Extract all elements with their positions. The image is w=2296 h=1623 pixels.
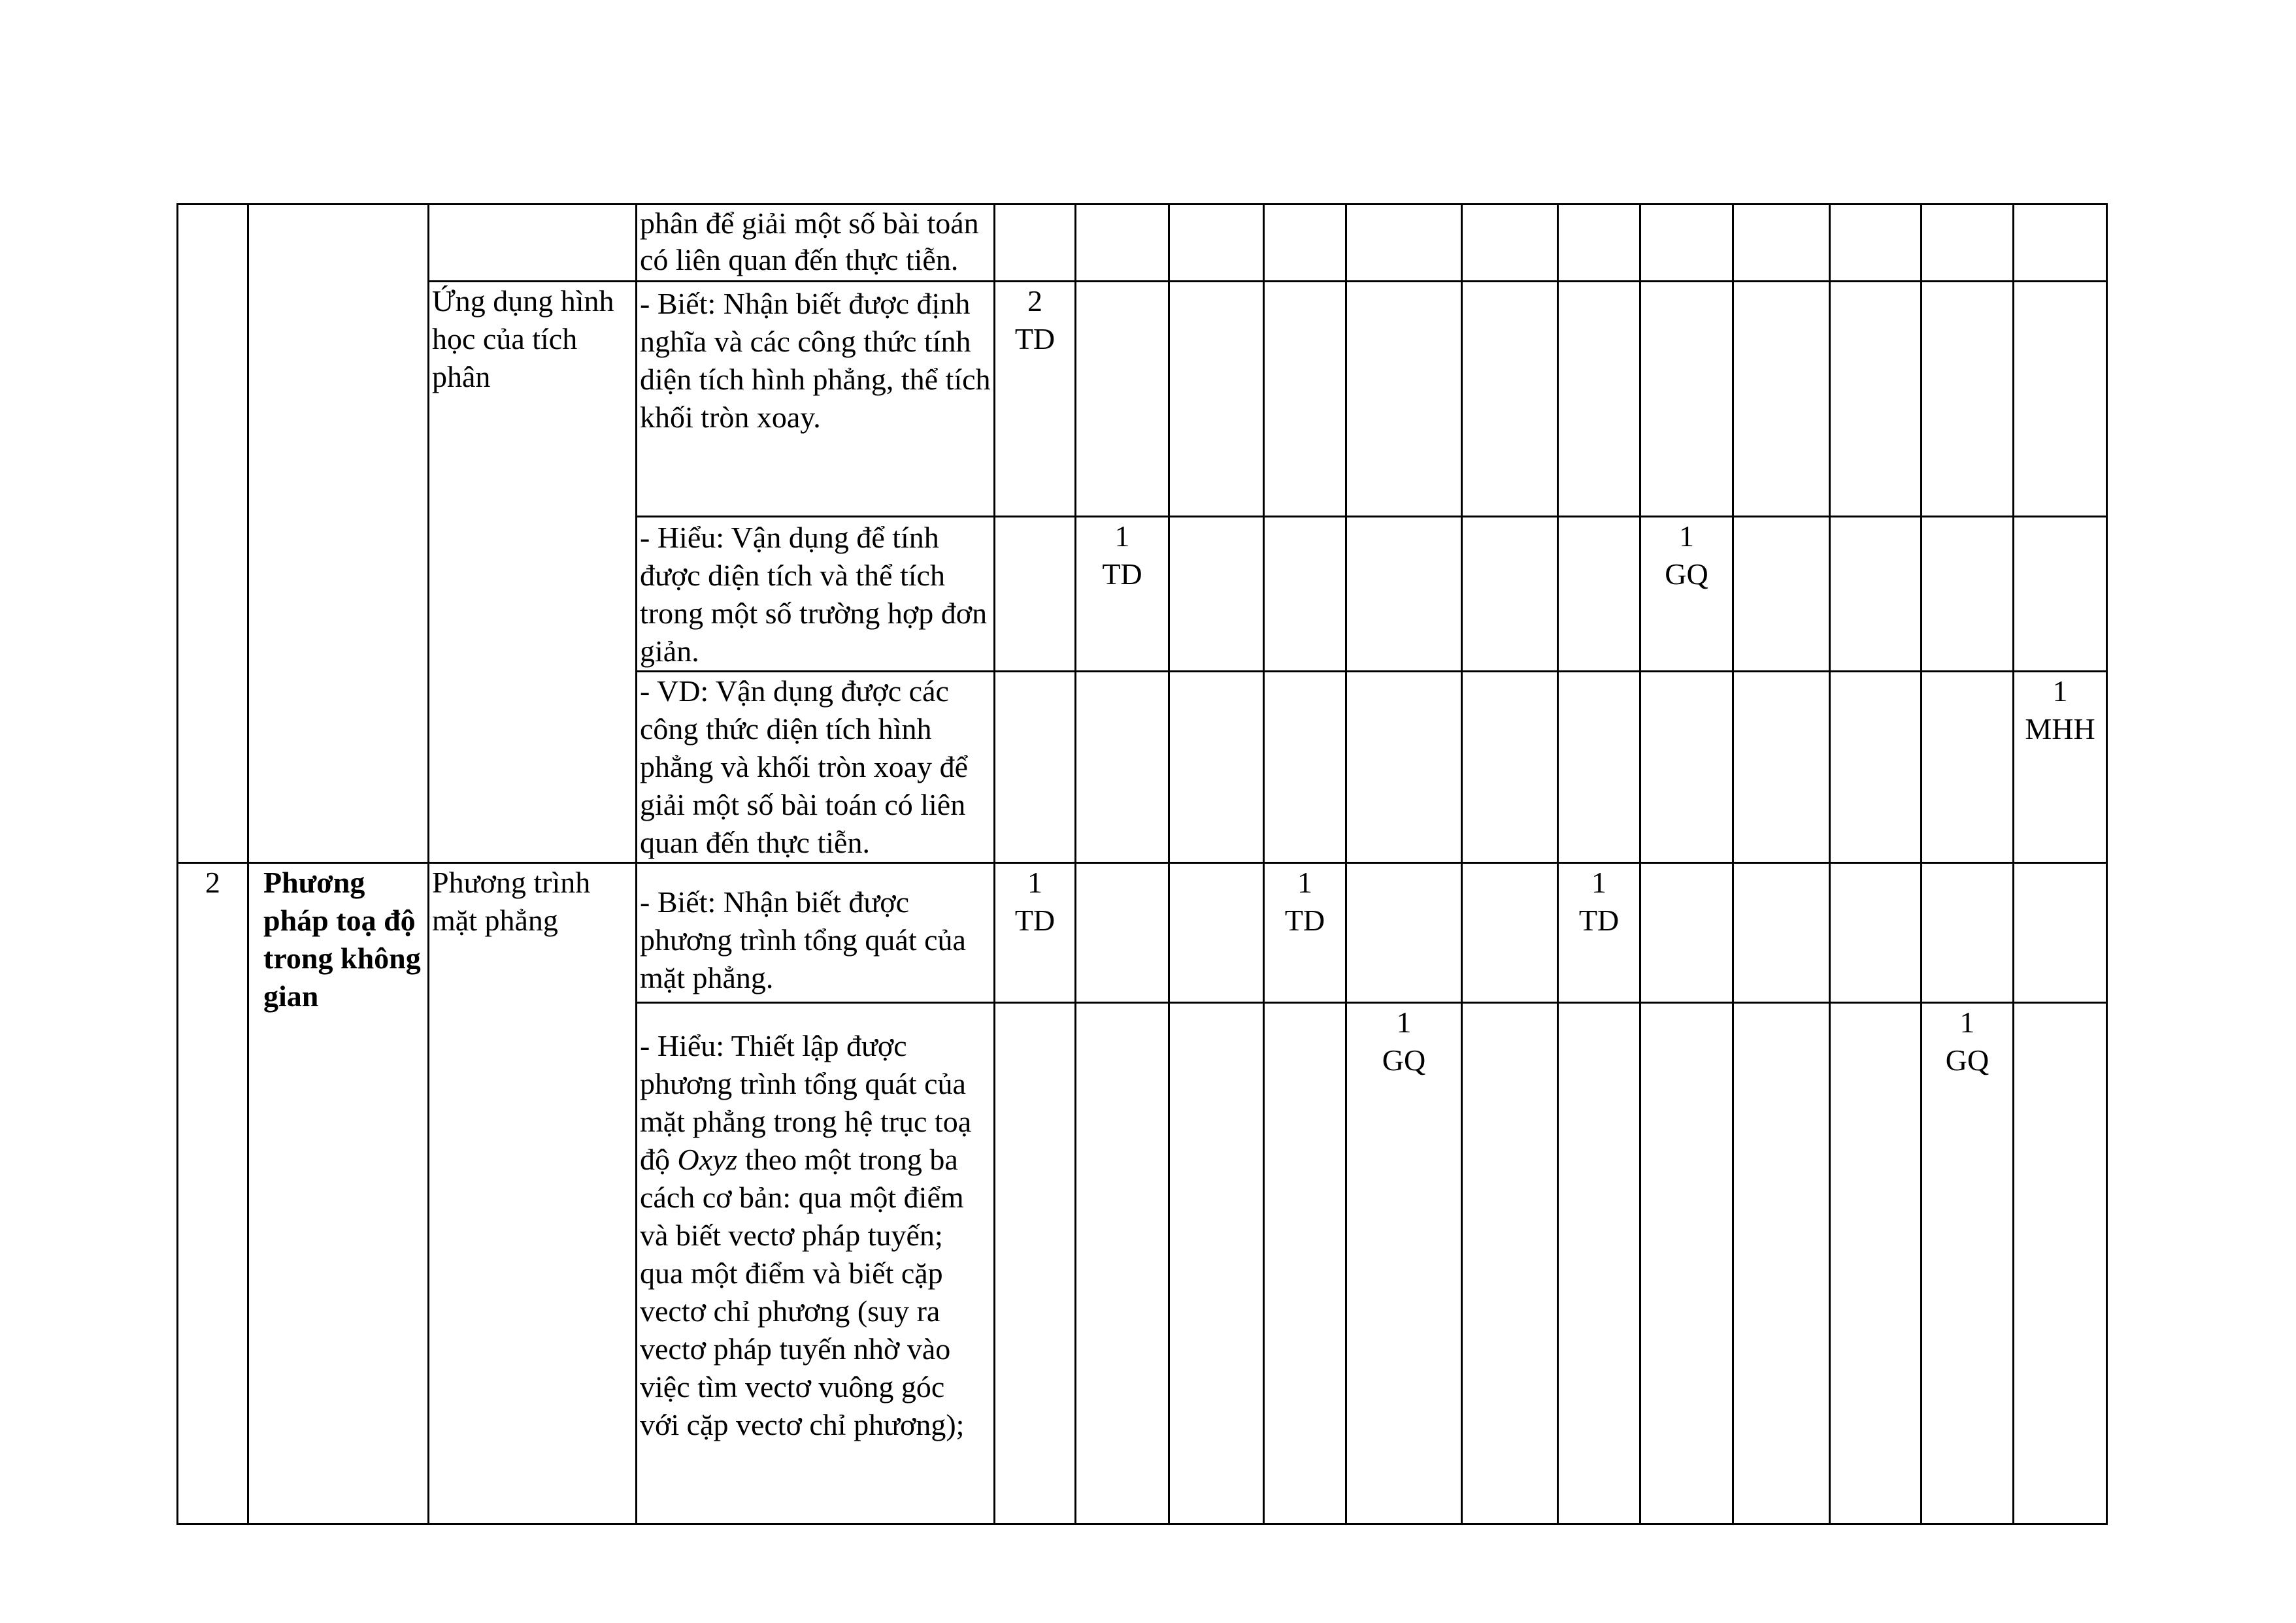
level-cell-7: 1 TD <box>1558 863 1640 1003</box>
requirement-cell: - Hiểu: Vận dụng để tính được diện tích và thể tích trong một số trường hợp đơn giản. <box>637 517 995 672</box>
level-cell-3 <box>1169 1003 1264 1524</box>
level-cell-9 <box>1733 672 1830 863</box>
level-cell-9 <box>1733 205 1830 282</box>
content-cell <box>429 205 637 282</box>
level-cell-4 <box>1264 517 1346 672</box>
level-cell-10 <box>1830 1003 1922 1524</box>
level-cell-4 <box>1264 672 1346 863</box>
level-cell-6 <box>1462 1003 1558 1524</box>
table-row <box>178 205 2107 282</box>
level-cell-11 <box>1922 672 2014 863</box>
level-cell-6 <box>1462 672 1558 863</box>
topic-number-cell <box>178 205 248 863</box>
table-row <box>178 282 2107 517</box>
level-cell-11 <box>1922 863 2014 1003</box>
level-cell-12 <box>2014 282 2107 517</box>
level-cell-10 <box>1830 282 1922 517</box>
level-cell-7 <box>1558 672 1640 863</box>
level-cell-1: 1 TD <box>995 863 1076 1003</box>
level-cell-5 <box>1346 517 1462 672</box>
level-cell-2 <box>1076 1003 1169 1524</box>
level-cell-8 <box>1640 863 1733 1003</box>
level-cell-3 <box>1169 517 1264 672</box>
level-cell-6 <box>1462 863 1558 1003</box>
level-cell-9 <box>1733 1003 1830 1524</box>
level-cell-5: 1 GQ <box>1346 1003 1462 1524</box>
level-cell-11 <box>1922 282 2014 517</box>
level-cell-4 <box>1264 282 1346 517</box>
level-cell-3 <box>1169 672 1264 863</box>
level-cell-8: 1 GQ <box>1640 517 1733 672</box>
level-cell-4: 1 TD <box>1264 863 1346 1003</box>
level-cell-8 <box>1640 205 1733 282</box>
requirement-cell: - Hiểu: Thiết lập được phương trình tổng quát của mặt phẳng trong hệ trục toạ độ Oxyz theo một trong ba cách cơ bản: qua một điểm và biết vectơ pháp tuyến; qua một điểm và biết cặp vectơ chỉ phương (suy ra vectơ pháp tuyến nhờ vào việc tìm vectơ vuông góc với cặp vectơ chỉ phương); <box>637 1003 995 1524</box>
level-cell-5 <box>1346 282 1462 517</box>
coordinate-system-label: Oxyz <box>677 1143 738 1176</box>
level-cell-3 <box>1169 282 1264 517</box>
level-cell-5 <box>1346 672 1462 863</box>
level-cell-9 <box>1733 863 1830 1003</box>
level-cell-2 <box>1076 672 1169 863</box>
level-cell-9 <box>1733 282 1830 517</box>
requirement-cell: - Biết: Nhận biết được phương trình tổng quát của mặt phẳng. <box>637 863 995 1003</box>
level-cell-1: 2 TD <box>995 282 1076 517</box>
level-cell-6 <box>1462 205 1558 282</box>
level-cell-10 <box>1830 672 1922 863</box>
level-cell-11: 1 GQ <box>1922 1003 2014 1524</box>
level-cell-6 <box>1462 517 1558 672</box>
requirement-cell: phân để giải một số bài toán có liên quan đến thực tiễn. <box>637 205 995 282</box>
level-cell-7 <box>1558 205 1640 282</box>
level-cell-12 <box>2014 1003 2107 1524</box>
assessment-matrix-table <box>176 203 2108 1525</box>
table-row <box>178 863 2107 1003</box>
level-cell-3 <box>1169 205 1264 282</box>
level-cell-2 <box>1076 282 1169 517</box>
level-cell-6 <box>1462 282 1558 517</box>
level-cell-12 <box>2014 863 2107 1003</box>
level-cell-7 <box>1558 1003 1640 1524</box>
level-cell-11 <box>1922 517 2014 672</box>
level-cell-8 <box>1640 672 1733 863</box>
level-cell-11 <box>1922 205 2014 282</box>
level-cell-1 <box>995 1003 1076 1524</box>
level-cell-7 <box>1558 282 1640 517</box>
level-cell-12: 1 MHH <box>2014 672 2107 863</box>
level-cell-10 <box>1830 863 1922 1003</box>
level-cell-9 <box>1733 517 1830 672</box>
level-cell-1 <box>995 205 1076 282</box>
level-cell-2 <box>1076 863 1169 1003</box>
topic-number-cell: 2 <box>178 863 248 1524</box>
content-cell: Phương trình mặt phẳng <box>429 863 637 1524</box>
level-cell-4 <box>1264 205 1346 282</box>
requirement-cell: - Biết: Nhận biết được định nghĩa và các công thức tính diện tích hình phẳng, thể tích khối tròn xoay. <box>637 282 995 517</box>
level-cell-5 <box>1346 205 1462 282</box>
level-cell-8 <box>1640 282 1733 517</box>
level-cell-12 <box>2014 205 2107 282</box>
requirement-cell: - VD: Vận dụng được các công thức diện tích hình phẳng và khối tròn xoay để giải một số bài toán có liên quan đến thực tiễn. <box>637 672 995 863</box>
level-cell-7 <box>1558 517 1640 672</box>
level-cell-5 <box>1346 863 1462 1003</box>
level-cell-4 <box>1264 1003 1346 1524</box>
level-cell-1 <box>995 517 1076 672</box>
level-cell-10 <box>1830 205 1922 282</box>
level-cell-8 <box>1640 1003 1733 1524</box>
level-cell-2: 1 TD <box>1076 517 1169 672</box>
level-cell-1 <box>995 672 1076 863</box>
content-cell: Ứng dụng hình học của tích phân <box>429 282 637 863</box>
level-cell-3 <box>1169 863 1264 1003</box>
level-cell-12 <box>2014 517 2107 672</box>
topic-name-cell: Phương pháp toạ độ trong không gian <box>248 863 429 1524</box>
topic-name-cell <box>248 205 429 863</box>
level-cell-2 <box>1076 205 1169 282</box>
level-cell-10 <box>1830 517 1922 672</box>
